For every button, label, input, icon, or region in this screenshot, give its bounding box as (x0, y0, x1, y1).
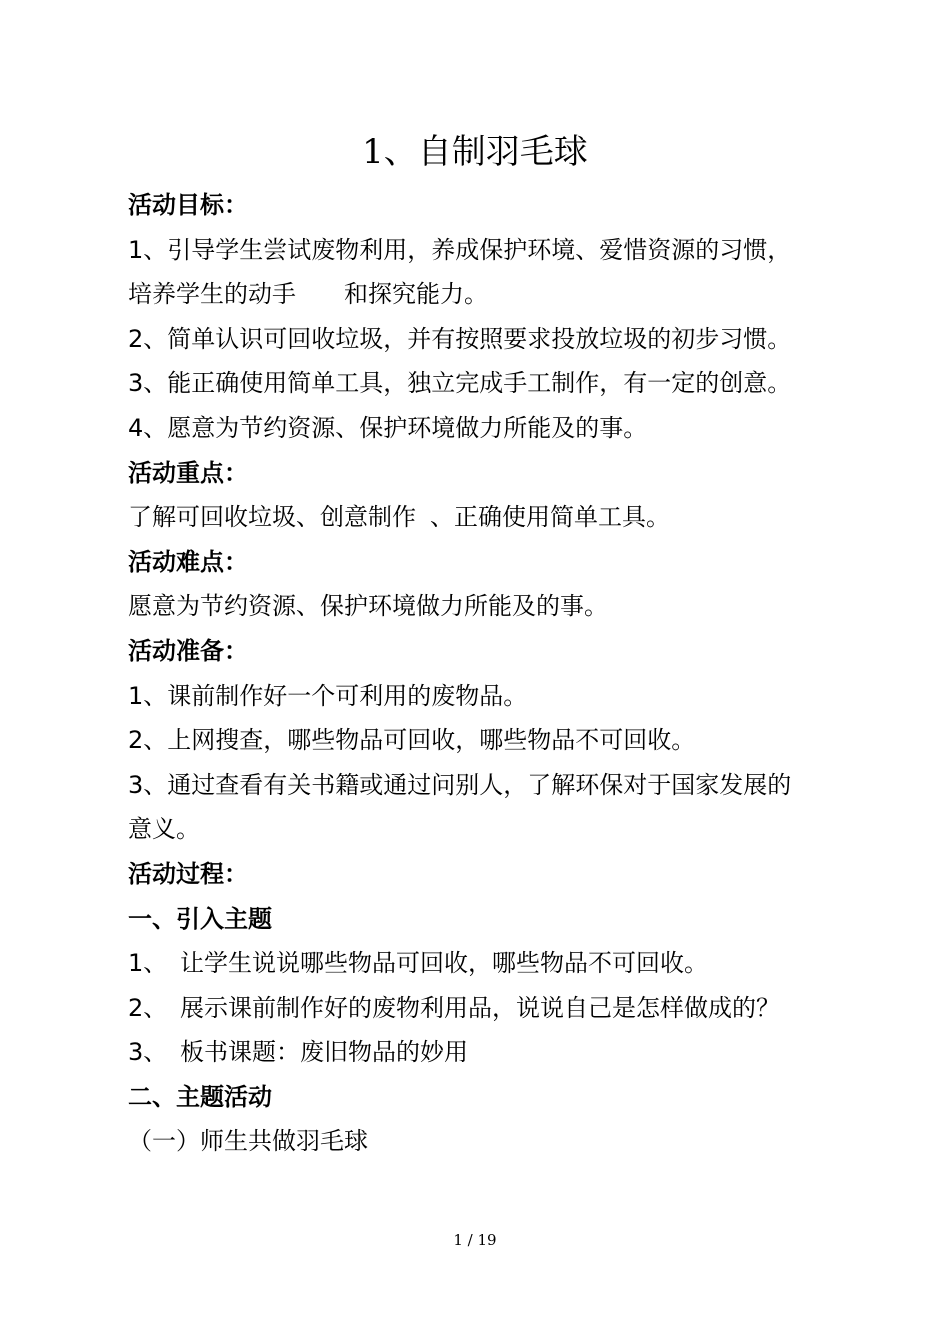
preparation-1: 1、课前制作好一个可利用的废物品。 (128, 681, 528, 710)
preparation-2: 2、上网搜查，哪些物品可回收，哪些物品不可回收。 (128, 726, 696, 755)
process-heading: 活动过程： (128, 859, 248, 888)
key-text-part-2: 、正确使用简单工具。 (430, 503, 670, 532)
preparation-heading: 活动准备： (128, 636, 248, 665)
document-title: 1、自制羽毛球 (362, 132, 588, 172)
section-1-heading: 一、引入主题 (128, 904, 272, 933)
preparation-3-line-2: 意义。 (128, 815, 200, 844)
goal-heading: 活动目标： (128, 191, 248, 219)
key-heading: 活动重点： (128, 458, 248, 487)
item-text: 板书课题：废旧物品的妙用 (180, 1038, 468, 1067)
item-number: 3、 (128, 1038, 168, 1067)
page-number: 1 / 19 (453, 1231, 497, 1249)
goal-4: 4、愿意为节约资源、保护环境做力所能及的事。 (128, 413, 648, 442)
document-body (128, 183, 848, 1164)
key-text-part-1: 了解可回收垃圾、创意制作 (128, 503, 416, 532)
item-text: 展示课前制作好的废物利用品，说说自己是怎样做成的？ (180, 993, 780, 1022)
section-1-item (128, 1030, 848, 1075)
goal-3: 3、能正确使用简单工具，独立完成手工制作，有一定的创意。 (128, 369, 792, 398)
difficulty-text: 愿意为节约资源、保护环境做力所能及的事。 (128, 592, 608, 621)
item-number: 1、 (128, 949, 168, 978)
key-text (128, 495, 848, 540)
section-2-heading: 二、主题活动 (128, 1082, 272, 1111)
item-number: 2、 (128, 993, 168, 1022)
goal-1-line-2-part-2: 和探究能力。 (344, 280, 488, 309)
section-1-item (128, 941, 848, 986)
goal-1-line-2-part-1: 培养学生的动手 (128, 280, 296, 309)
section-1-item (128, 986, 848, 1031)
goal-1-line-2 (128, 272, 848, 317)
preparation-3-line-1: 3、通过查看有关书籍或通过问别人，了解环保对于国家发展的 (128, 770, 792, 799)
section-2-subheading: （一）师生共做羽毛球 (128, 1127, 368, 1156)
item-text: 让学生说说哪些物品可回收，哪些物品不可回收。 (180, 949, 708, 978)
difficulty-heading: 活动难点： (128, 547, 248, 576)
goal-2: 2、简单认识可回收垃圾，并有按照要求投放垃圾的初步习惯。 (128, 324, 792, 353)
goal-1-line-1: 1、引导学生尝试废物利用，养成保护环境、爱惜资源的习惯， (128, 235, 792, 264)
